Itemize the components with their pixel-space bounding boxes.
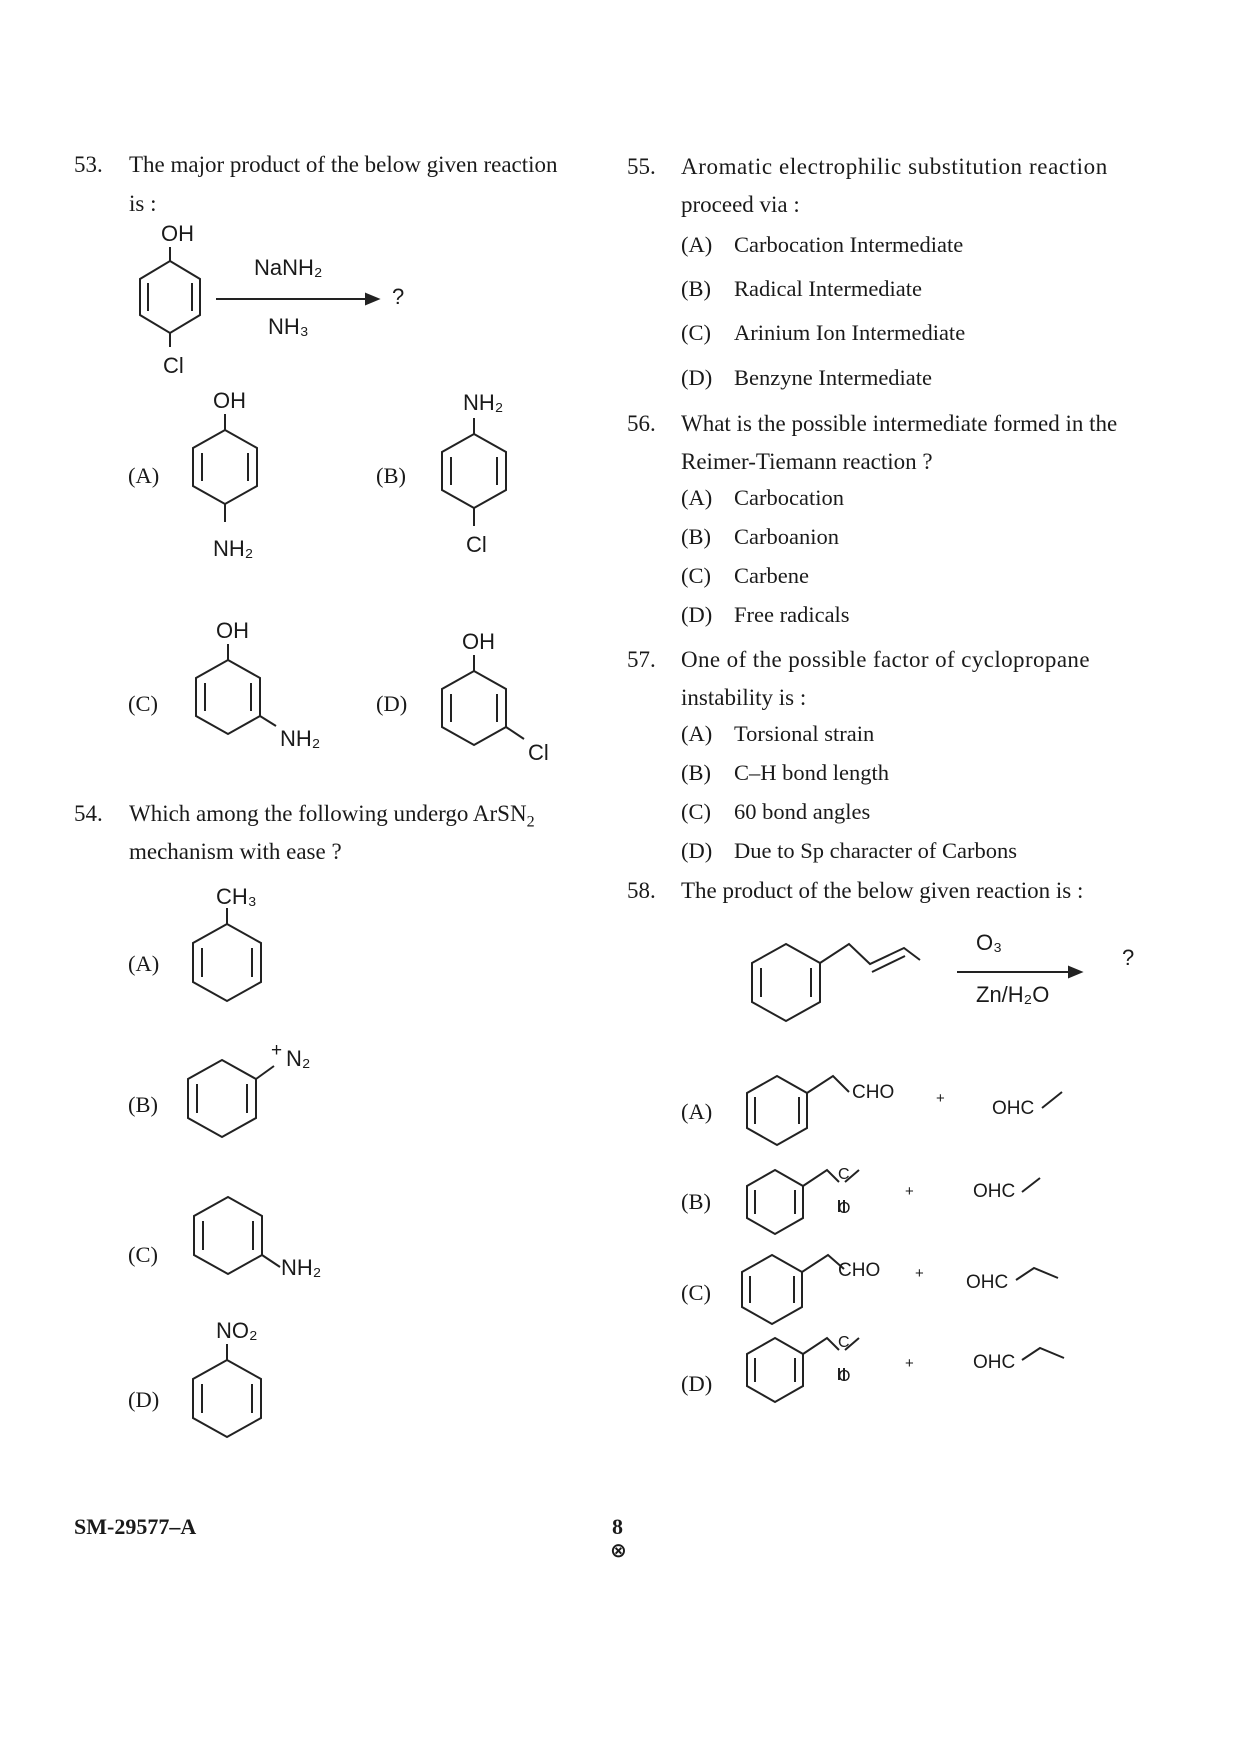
question-number: 58. bbox=[627, 878, 656, 903]
option-a-right-group: OHC bbox=[992, 1098, 1035, 1119]
question-number: 54. bbox=[74, 801, 103, 826]
option-d-label: (D) bbox=[681, 1371, 713, 1396]
option-c-top-group: OH bbox=[216, 618, 249, 643]
question-text-line2: is : bbox=[129, 191, 157, 216]
benzene-ring-option-d bbox=[745, 1328, 885, 1418]
option-b-plus: + bbox=[905, 1183, 914, 1200]
option-d-label: (D) bbox=[128, 1387, 160, 1412]
question-number: 53. bbox=[74, 152, 103, 177]
option-b-label: (B) bbox=[376, 463, 406, 488]
reagent-top: O₃ bbox=[976, 930, 1003, 955]
option-a-top-group: OH bbox=[213, 388, 246, 413]
option-d-text: Benzyne Intermediate bbox=[734, 365, 933, 390]
option-d-label: (D) bbox=[681, 365, 713, 390]
question-text-line2: Reimer-Tiemann reaction ? bbox=[681, 449, 933, 474]
option-a-text: Carbocation Intermediate bbox=[734, 232, 964, 257]
reagent-bottom: NH₃ bbox=[268, 314, 309, 339]
option-c-right-tail bbox=[1016, 1264, 1066, 1288]
option-b-text: Radical Intermediate bbox=[734, 276, 923, 301]
reaction-arrow bbox=[957, 966, 1082, 978]
option-a-plus: + bbox=[936, 1090, 945, 1107]
option-a-label: (A) bbox=[681, 232, 713, 257]
question-text: One of the possible factor of cyclopropane bbox=[681, 647, 1090, 672]
option-b-charge: + bbox=[271, 1040, 283, 1061]
option-d-label: (D) bbox=[376, 691, 408, 716]
reaction-arrow bbox=[216, 293, 376, 305]
option-d-plus: + bbox=[905, 1355, 914, 1372]
option-c-plus: + bbox=[915, 1265, 924, 1282]
benzene-ring-option-b bbox=[186, 1052, 296, 1152]
option-a-label: (A) bbox=[128, 951, 160, 976]
benzene-ring-option-c bbox=[740, 1243, 850, 1333]
allylbenzene-structure bbox=[752, 930, 932, 1030]
option-a-label: (A) bbox=[681, 721, 713, 746]
option-c-label: (C) bbox=[128, 691, 158, 716]
question-number: 56. bbox=[627, 411, 656, 436]
question-text-main: Which among the following undergo ArSN bbox=[129, 801, 527, 826]
benzene-ring-option-a bbox=[191, 414, 261, 534]
option-b-label: (B) bbox=[681, 1189, 711, 1214]
option-b-label: (B) bbox=[681, 524, 711, 549]
question-text-line2: mechanism with ease ? bbox=[129, 839, 342, 864]
reactant-cl-label: Cl bbox=[163, 353, 184, 378]
question-mark: ? bbox=[1122, 945, 1135, 970]
option-a-text: Carbocation bbox=[734, 485, 844, 510]
option-c-label: (C) bbox=[681, 799, 711, 824]
option-c-text: Arinium Ion Intermediate bbox=[734, 320, 966, 345]
question-text-line2: proceed via : bbox=[681, 192, 800, 217]
option-d-text: Due to Sp character of Carbons bbox=[734, 838, 1018, 863]
benzene-ring-option-a bbox=[191, 908, 266, 1018]
question-text: The major product of the below given reaction bbox=[129, 152, 558, 177]
reagent-top: NaNH₂ bbox=[254, 255, 323, 280]
option-a-right-tail bbox=[1042, 1088, 1072, 1112]
option-b-group: N₂ bbox=[286, 1046, 311, 1071]
option-a-bottom-group: NH₂ bbox=[213, 536, 254, 561]
option-b-right-tail bbox=[1022, 1174, 1052, 1198]
option-a-left-group: CHO bbox=[852, 1082, 895, 1103]
benzene-ring-option-d bbox=[191, 1344, 266, 1454]
question-text: What is the possible intermediate formed in the bbox=[681, 411, 1118, 436]
question-text-subscript: 2 bbox=[526, 813, 535, 831]
option-a-label: (A) bbox=[128, 463, 160, 488]
question-text: Aromatic electrophilic substitution reaction bbox=[681, 154, 1108, 179]
option-c-label: (C) bbox=[681, 563, 711, 588]
benzene-ring-option-c bbox=[194, 644, 294, 744]
option-b-bottom-group: Cl bbox=[466, 532, 487, 557]
option-d-right-tail bbox=[1022, 1344, 1072, 1368]
option-d-top-group: OH bbox=[462, 629, 495, 654]
option-d-group: NO₂ bbox=[216, 1318, 258, 1343]
question-text bbox=[129, 797, 535, 840]
option-c-right-group: OHC bbox=[966, 1272, 1009, 1293]
option-c-text: Carbene bbox=[734, 563, 809, 588]
benzene-ring-option-d bbox=[440, 655, 540, 755]
option-b-label: (B) bbox=[128, 1092, 158, 1117]
option-c-left-group: CHO bbox=[838, 1260, 881, 1281]
option-b-text: C–H bond length bbox=[734, 760, 889, 785]
page-number: 8 bbox=[612, 1514, 623, 1539]
option-b-label: (B) bbox=[681, 276, 711, 301]
option-b-right-group: OHC bbox=[973, 1181, 1016, 1202]
option-a-label: (A) bbox=[681, 485, 713, 510]
option-b-carbonyl-o: O bbox=[838, 1200, 851, 1217]
option-b-top-group: NH₂ bbox=[463, 390, 504, 415]
question-text: The product of the below given reaction is : bbox=[681, 878, 1084, 903]
paper-code: SM-29577–A bbox=[74, 1514, 197, 1539]
option-b-label: (B) bbox=[681, 760, 711, 785]
benzene-ring-reactant bbox=[136, 247, 206, 357]
question-mark: ? bbox=[392, 284, 405, 309]
option-c-substituent: NH₂ bbox=[280, 726, 321, 751]
question-text-line2: instability is : bbox=[681, 685, 807, 710]
option-d-substituent: Cl bbox=[528, 740, 549, 765]
question-number: 55. bbox=[627, 154, 656, 179]
option-a-text: Torsional strain bbox=[734, 721, 875, 746]
option-d-label: (D) bbox=[681, 838, 713, 863]
option-c-text: 60 bond angles bbox=[734, 799, 871, 824]
option-d-right-group: OHC bbox=[973, 1352, 1016, 1373]
option-a-label: (A) bbox=[681, 1099, 713, 1124]
option-a-group: CH₃ bbox=[216, 884, 257, 909]
option-c-label: (C) bbox=[128, 1242, 158, 1267]
option-c-label: (C) bbox=[681, 320, 711, 345]
benzene-ring-option-a bbox=[745, 1066, 855, 1156]
benzene-ring-option-b bbox=[440, 418, 510, 538]
option-d-label: (D) bbox=[681, 602, 713, 627]
option-d-carbonyl-o: O bbox=[838, 1368, 851, 1385]
reactant-oh-label: OH bbox=[161, 221, 194, 246]
option-b-carbonyl-c: C bbox=[838, 1166, 850, 1183]
reagent-bottom: Zn/H₂O bbox=[976, 982, 1050, 1007]
option-c-label: (C) bbox=[681, 1280, 711, 1305]
benzene-ring-option-b bbox=[745, 1160, 885, 1250]
question-number: 57. bbox=[627, 647, 656, 672]
option-d-text: Free radicals bbox=[734, 602, 850, 627]
option-b-text: Carboanion bbox=[734, 524, 839, 549]
crossed-circle-icon: ⊗ bbox=[610, 1538, 627, 1562]
option-d-carbonyl-c: C bbox=[838, 1334, 850, 1351]
option-c-group: NH₂ bbox=[281, 1255, 322, 1280]
